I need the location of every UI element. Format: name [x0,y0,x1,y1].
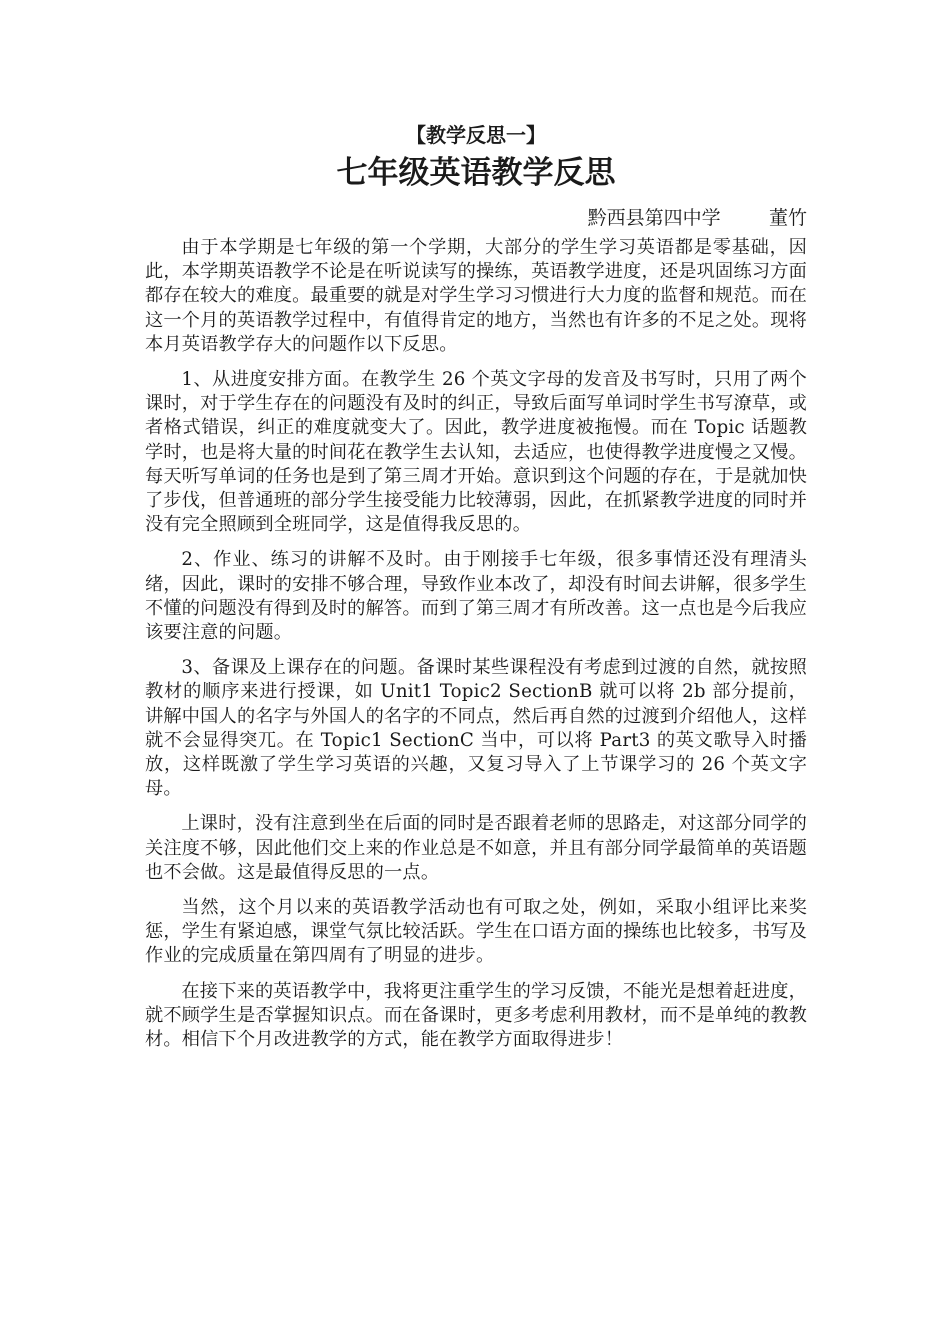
paragraph-class-attention: 上课时，没有注意到坐在后面的同时是否跟着老师的思路走，对这部分同学的关注度不够，因此他们交上来的作业总是不如意，并且有部分同学最简单的英语题也不会做。这是最值得反思的一点。 [145,813,807,883]
document-title: 七年级英语教学反思 [336,155,616,191]
paragraph-homework: 2、作业、练习的讲解不及时。由于刚接手七年级，很多事情还没有理清头绪，因此，课时的安排不够合理，导致作业本改了，却没有时间去讲解，很多学生不懂的问题没有得到及时的解答。而到了第三周才有所改善。这一点也是今后我应该要注意的问题。 [145,549,807,644]
paragraph-lesson-prep: 3、备课及上课存在的问题。备课时某些课程没有考虑到过渡的自然，就按照教材的顺序来进行授课，如 Unit1 Topic2 SectionB 就可以将 2b 部分提前，讲解中国人的名字与外国人的名字的不同点，然后再自然的过渡到介绍他人，这样就不会显得突兀。在 Topic1 SectionC 当中，可以将 Part3 的英文歌导入时播放，这样既激了学生学习英语的兴趣，又复习导入了上节课学习的 26 个英文字母。 [145,657,807,800]
paragraph-progress: 1、从进度安排方面。在教学生 26 个英文字母的发音及书写时，只用了两个课时，对于学生存在的问题没有及时的纠正，导致后面写单词时学生书写潦草，或者格式错误，纠正的难度就变大了。因此，教学进度被拖慢。而在 Topic 话题教学时，也是将大量的时间花在教学生去认知，去适应，也使得教学进度慢之又慢。每天听写单词的任务也是到了第三周才开始。意识到这个问题的存在，于是就加快了步伐，但普通班的部分学生接受能力比较薄弱，因此，在抓紧教学进度的同时并没有完全照顾到全班同学，这是值得我反思的。 [145,369,807,536]
document-page [145,120,807,1063]
paragraph-conclusion: 在接下来的英语教学中，我将更注重学生的学习反馈，不能光是想着赶进度，就不顾学生是否掌握知识点。而在备课时，更多考虑利用教材，而不是单纯的教教材。相信下个月改进教学的方式，能在教学方面取得进步！ [145,980,807,1051]
document-subtitle: 【教学反思一】 [406,123,546,147]
paragraph-strengths: 当然，这个月以来的英语教学活动也有可取之处，例如，采取小组评比来奖惩，学生有紧迫感，课堂气氛比较活跃。学生在口语方面的操练也比较多，书写及作业的完成质量在第四周有了明显的进步。 [145,897,807,967]
paragraph-intro: 由于本学期是七年级的第一个学期，大部分的学生学习英语都是零基础，因此，本学期英语教学不论是在听说读写的操练，英语教学进度，还是巩固练习方面都存在较大的难度。最重要的就是对学生学习习惯进行大力度的监督和规范。而在这一个月的英语教学过程中，有值得肯定的地方，当然也有许多的不足之处。现将本月英语教学存大的问题作以下反思。 [145,237,807,355]
author-byline: 黔西县第四中学 董竹 [587,207,807,229]
